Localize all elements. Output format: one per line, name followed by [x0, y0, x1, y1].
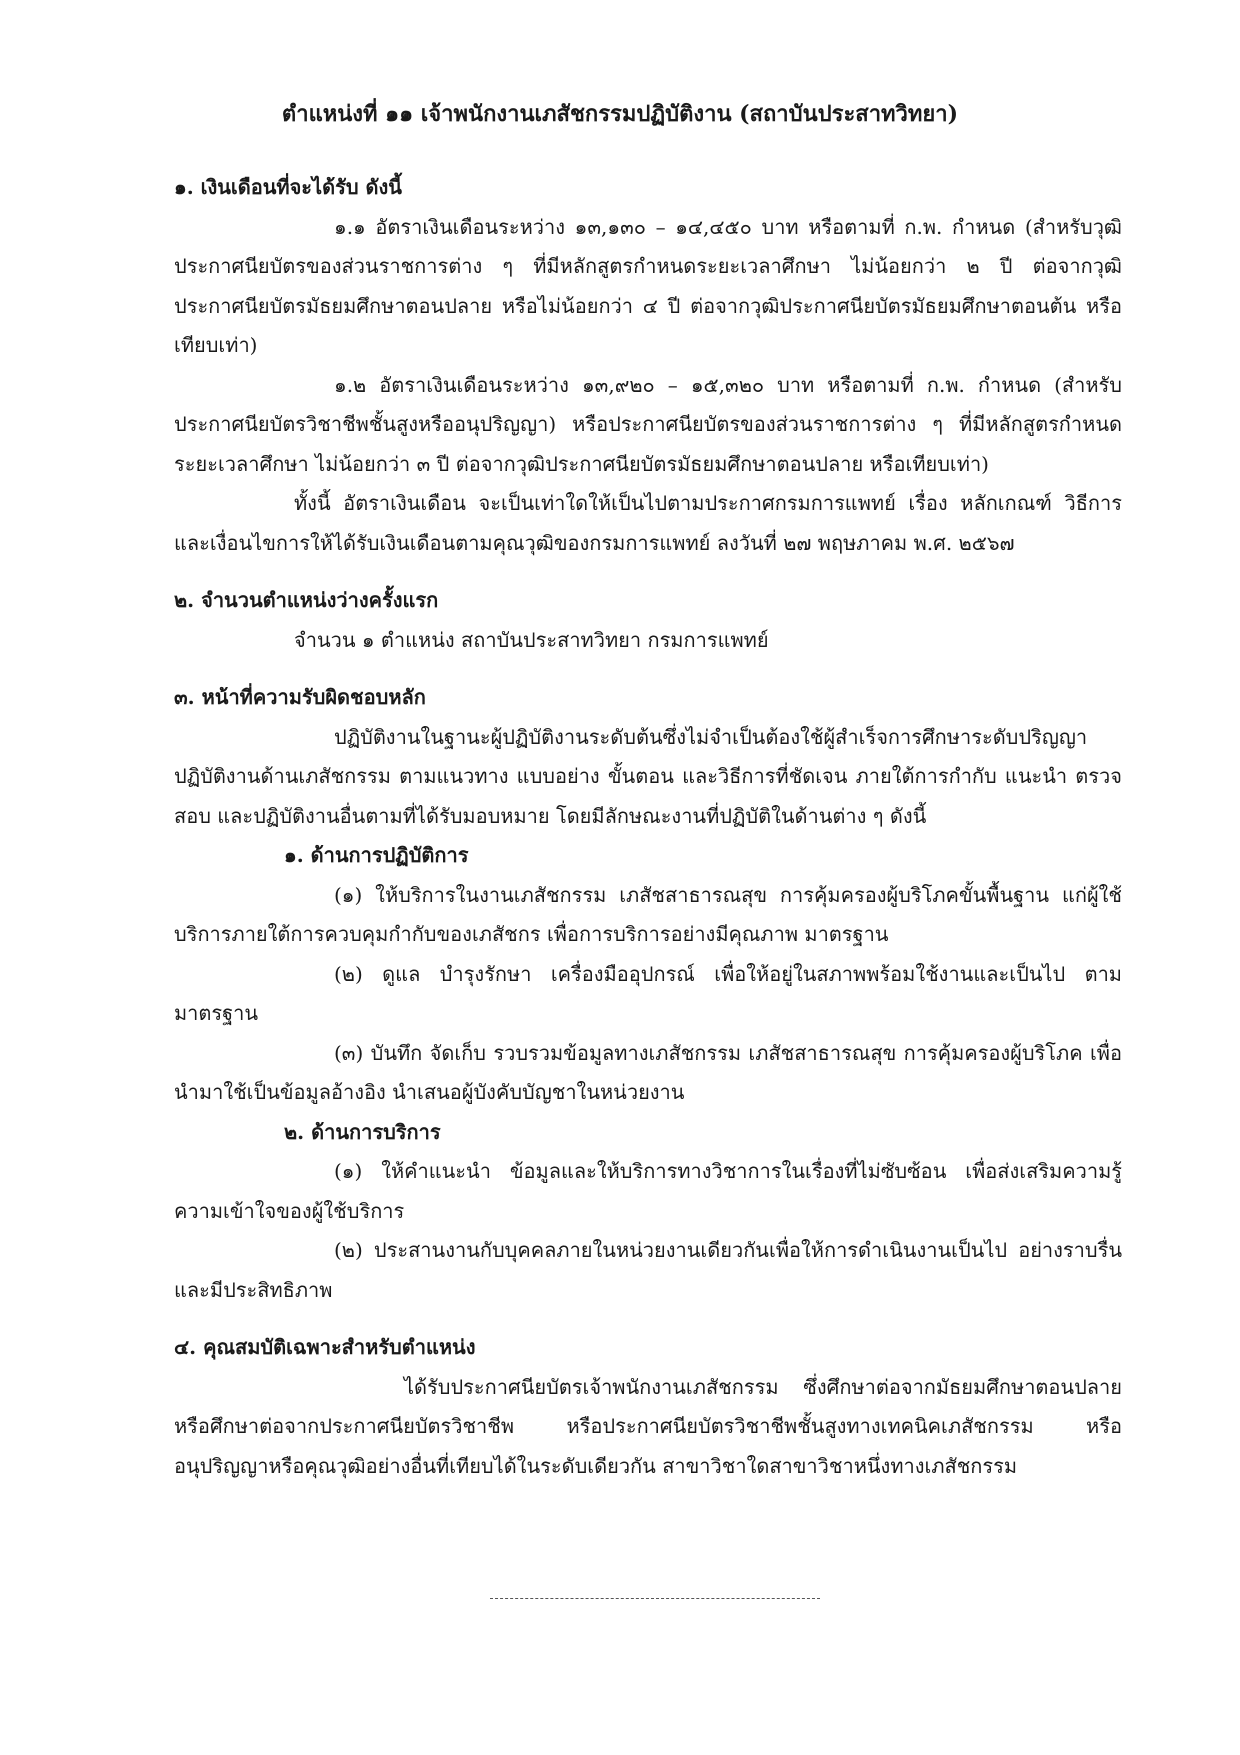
- document-body: [174, 168, 1122, 1486]
- section-vacancy-heading: ๒. จำนวนตำแหน่งว่างครั้งแรก: [174, 588, 439, 612]
- section-qualifications-heading: ๔. คุณสมบัติเฉพาะสำหรับตำแหน่ง: [174, 1335, 476, 1359]
- salary-note-paragraph: ทั้งนี้ อัตราเงินเดือน จะเป็นเท่าใดให้เป็นไปตามประกาศกรมการแพทย์ เรื่อง หลักเกณฑ์ วิธีการ และเงื่อนไขการให้ได้รับเงินเดือนตามคุณวุฒิของกรมการแพทย์ ลงวันที่ ๒๗ พฤษภาคม พ.ศ. ๒๕๖๗: [174, 491, 1122, 555]
- section-salary-heading: ๑. เงินเดือนที่จะได้รับ ดังนี้: [174, 175, 402, 199]
- end-divider: [490, 1598, 820, 1599]
- duties-intro-paragraph: ปฏิบัติงานในฐานะผู้ปฏิบัติงานระดับต้นซึ่งไม่จำเป็นต้องใช้ผู้สำเร็จการศึกษาระดับปริญญา ปฏิบัติงานด้านเภสัชกรรม ตามแนวทาง แบบอย่าง ขั้นตอน และวิธีการที่ชัดเจน ภายใต้การกำกับ แนะนำ ตรวจสอบ และปฏิบัติงานอื่นตามที่ได้รับมอบหมาย โดยมีลักษณะงานที่ปฏิบัติในด้านต่าง ๆ ดังนี้: [174, 724, 1122, 828]
- service-item-1: (๑) ให้คำแนะนำ ข้อมูลและให้บริการทางวิชาการในเรื่องที่ไม่ซับซ้อน เพื่อส่งเสริมความรู้ ความเข้าใจของผู้ใช้บริการ: [174, 1159, 1122, 1223]
- operation-item-3: (๓) บันทึก จัดเก็บ รวบรวมข้อมูลทางเภสัชกรรม เภสัชสาธารณสุข การคุ้มครองผู้บริโภค เพื่อนำมาใช้เป็นข้อมูลอ้างอิง นำเสนอผู้บังคับบัญชาในหน่วยงาน: [174, 1040, 1122, 1104]
- salary-rate-1-paragraph: ๑.๑ อัตราเงินเดือนระหว่าง ๑๓,๑๓๐ – ๑๔,๔๕๐ บาท หรือตามที่ ก.พ. กำหนด (สำหรับวุฒิประกาศนียบัตรของส่วนราชการต่าง ๆ ที่มีหลักสูตรกำหนดระยะเวลาศึกษา ไม่น้อยกว่า ๒ ปี ต่อจากวุฒิประกาศนียบัตรมัธยมศึกษาตอนปลาย หรือไม่น้อยกว่า ๔ ปี ต่อจากวุฒิประกาศนียบัตรมัธยมศึกษาตอนต้น หรือเทียบเท่า): [174, 214, 1122, 357]
- salary-rate-2-paragraph: ๑.๒ อัตราเงินเดือนระหว่าง ๑๓,๙๒๐ – ๑๕,๓๒๐ บาท หรือตามที่ ก.พ. กำหนด (สำหรับประกาศนียบัตรวิชาชีพชั้นสูงหรืออนุปริญญา) หรือประกาศนียบัตรของส่วนราชการต่าง ๆ ที่มีหลักสูตรกำหนดระยะเวลาศึกษา ไม่น้อยกว่า ๓ ปี ต่อจากวุฒิประกาศนียบัตรมัธยมศึกษาตอนปลาย หรือเทียบเท่า): [174, 372, 1122, 476]
- operations-subheading: ๑. ด้านการปฏิบัติการ: [284, 843, 469, 867]
- operation-item-2: (๒) ดูแล บำรุงรักษา เครื่องมืออุปกรณ์ เพื่อให้อยู่ในสภาพพร้อมใช้งานและเป็นไป ตามมาตรฐาน: [174, 961, 1122, 1025]
- service-item-2: (๒) ประสานงานกับบุคคลภายในหน่วยงานเดียวกันเพื่อให้การดำเนินงานเป็นไป อย่างราบรื่นและมีประสิทธิภาพ: [174, 1238, 1122, 1302]
- operation-item-1: (๑) ให้บริการในงานเภสัชกรรม เภสัชสาธารณสุข การคุ้มครองผู้บริโภคขั้นพื้นฐาน แก่ผู้ใช้บริการภายใต้การควบคุมกำกับของเภสัชกร เพื่อการบริการอย่างมีคุณภาพ มาตรฐาน: [174, 882, 1122, 946]
- service-subheading: ๒. ด้านการบริการ: [284, 1119, 441, 1144]
- qualifications-paragraph: ได้รับประกาศนียบัตรเจ้าพนักงานเภสัชกรรม ซึ่งศึกษาต่อจากมัธยมศึกษาตอนปลาย หรือศึกษาต่อจากประกาศนียบัตรวิชาชีพ หรือประกาศนียบัตรวิชาชีพชั้นสูงทางเทคนิคเภสัชกรรม หรืออนุปริญญาหรือคุณวุฒิอย่างอื่นที่เทียบได้ในระดับเดียวกัน สาขาวิชาใดสาขาวิชาหนึ่งทางเภสัชกรรม: [174, 1374, 1122, 1478]
- page-title: ตำแหน่งที่ ๑๑ เจ้าพนักงานเภสัชกรรมปฏิบัติงาน (สถาบันประสาทวิทยา): [281, 101, 959, 127]
- vacancy-count-paragraph: จำนวน ๑ ตำแหน่ง สถาบันประสาทวิทยา กรมการแพทย์: [294, 627, 769, 652]
- section-duties-heading: ๓. หน้าที่ความรับผิดชอบหลัก: [174, 685, 426, 709]
